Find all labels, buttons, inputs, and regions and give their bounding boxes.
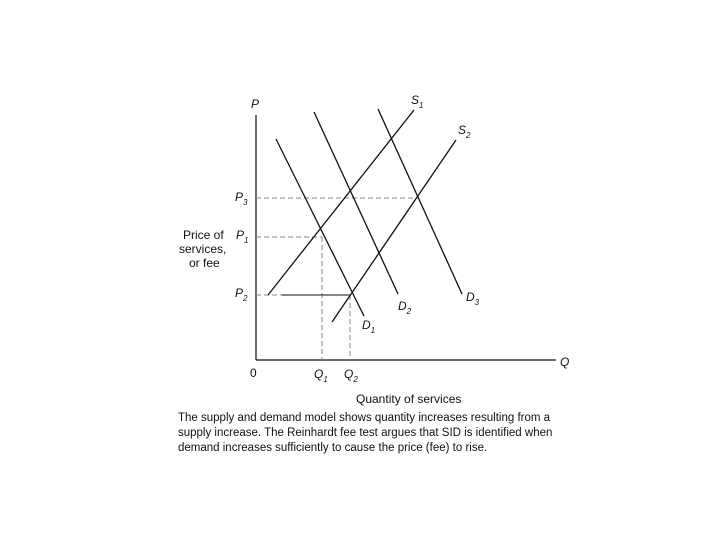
caption-line-3: demand increases sufficiently to cause the price (fee) to rise. [178,442,488,454]
caption-line-2: supply increase. The Reinhardt fee test argues that SID is identified when [178,427,553,439]
quantity-label-q1: $Q_1$ [314,367,328,384]
y-axis-title [179,228,226,270]
y-title-line-2: services, [179,242,227,256]
demand-curve-d1 [276,139,364,316]
x-axis-label: Q [560,355,570,369]
curve-label-s2: $S_2$ [458,123,471,140]
price-label-p1: $P_1$ [236,228,249,245]
origin-label: 0 [250,366,257,380]
y-axis-label: P [251,97,260,111]
demand-curve-d2 [314,112,398,294]
curve-label-d2: $D_2$ [398,299,412,316]
caption-line-1: The supply and demand model shows quantity increases resulting from a [178,412,551,424]
curve-label-s1: $S_1$ [411,93,424,110]
curve-label-d1: $D_1$ [362,318,376,335]
figure-caption [178,411,578,456]
x-axis-title: Quantity of services [356,392,462,406]
supply-curve-s1 [268,110,414,295]
y-title-line-1: Price of [183,228,224,242]
demand-curve-d3 [378,109,462,294]
price-label-p2: $P_2$ [235,286,248,303]
supply-curve-s2 [332,140,456,322]
quantity-label-q2: $Q_2$ [344,367,358,384]
y-title-line-3: or fee [189,256,220,270]
price-label-p3: $P_3$ [235,190,248,207]
curve-label-d3: $D_3$ [466,290,480,307]
